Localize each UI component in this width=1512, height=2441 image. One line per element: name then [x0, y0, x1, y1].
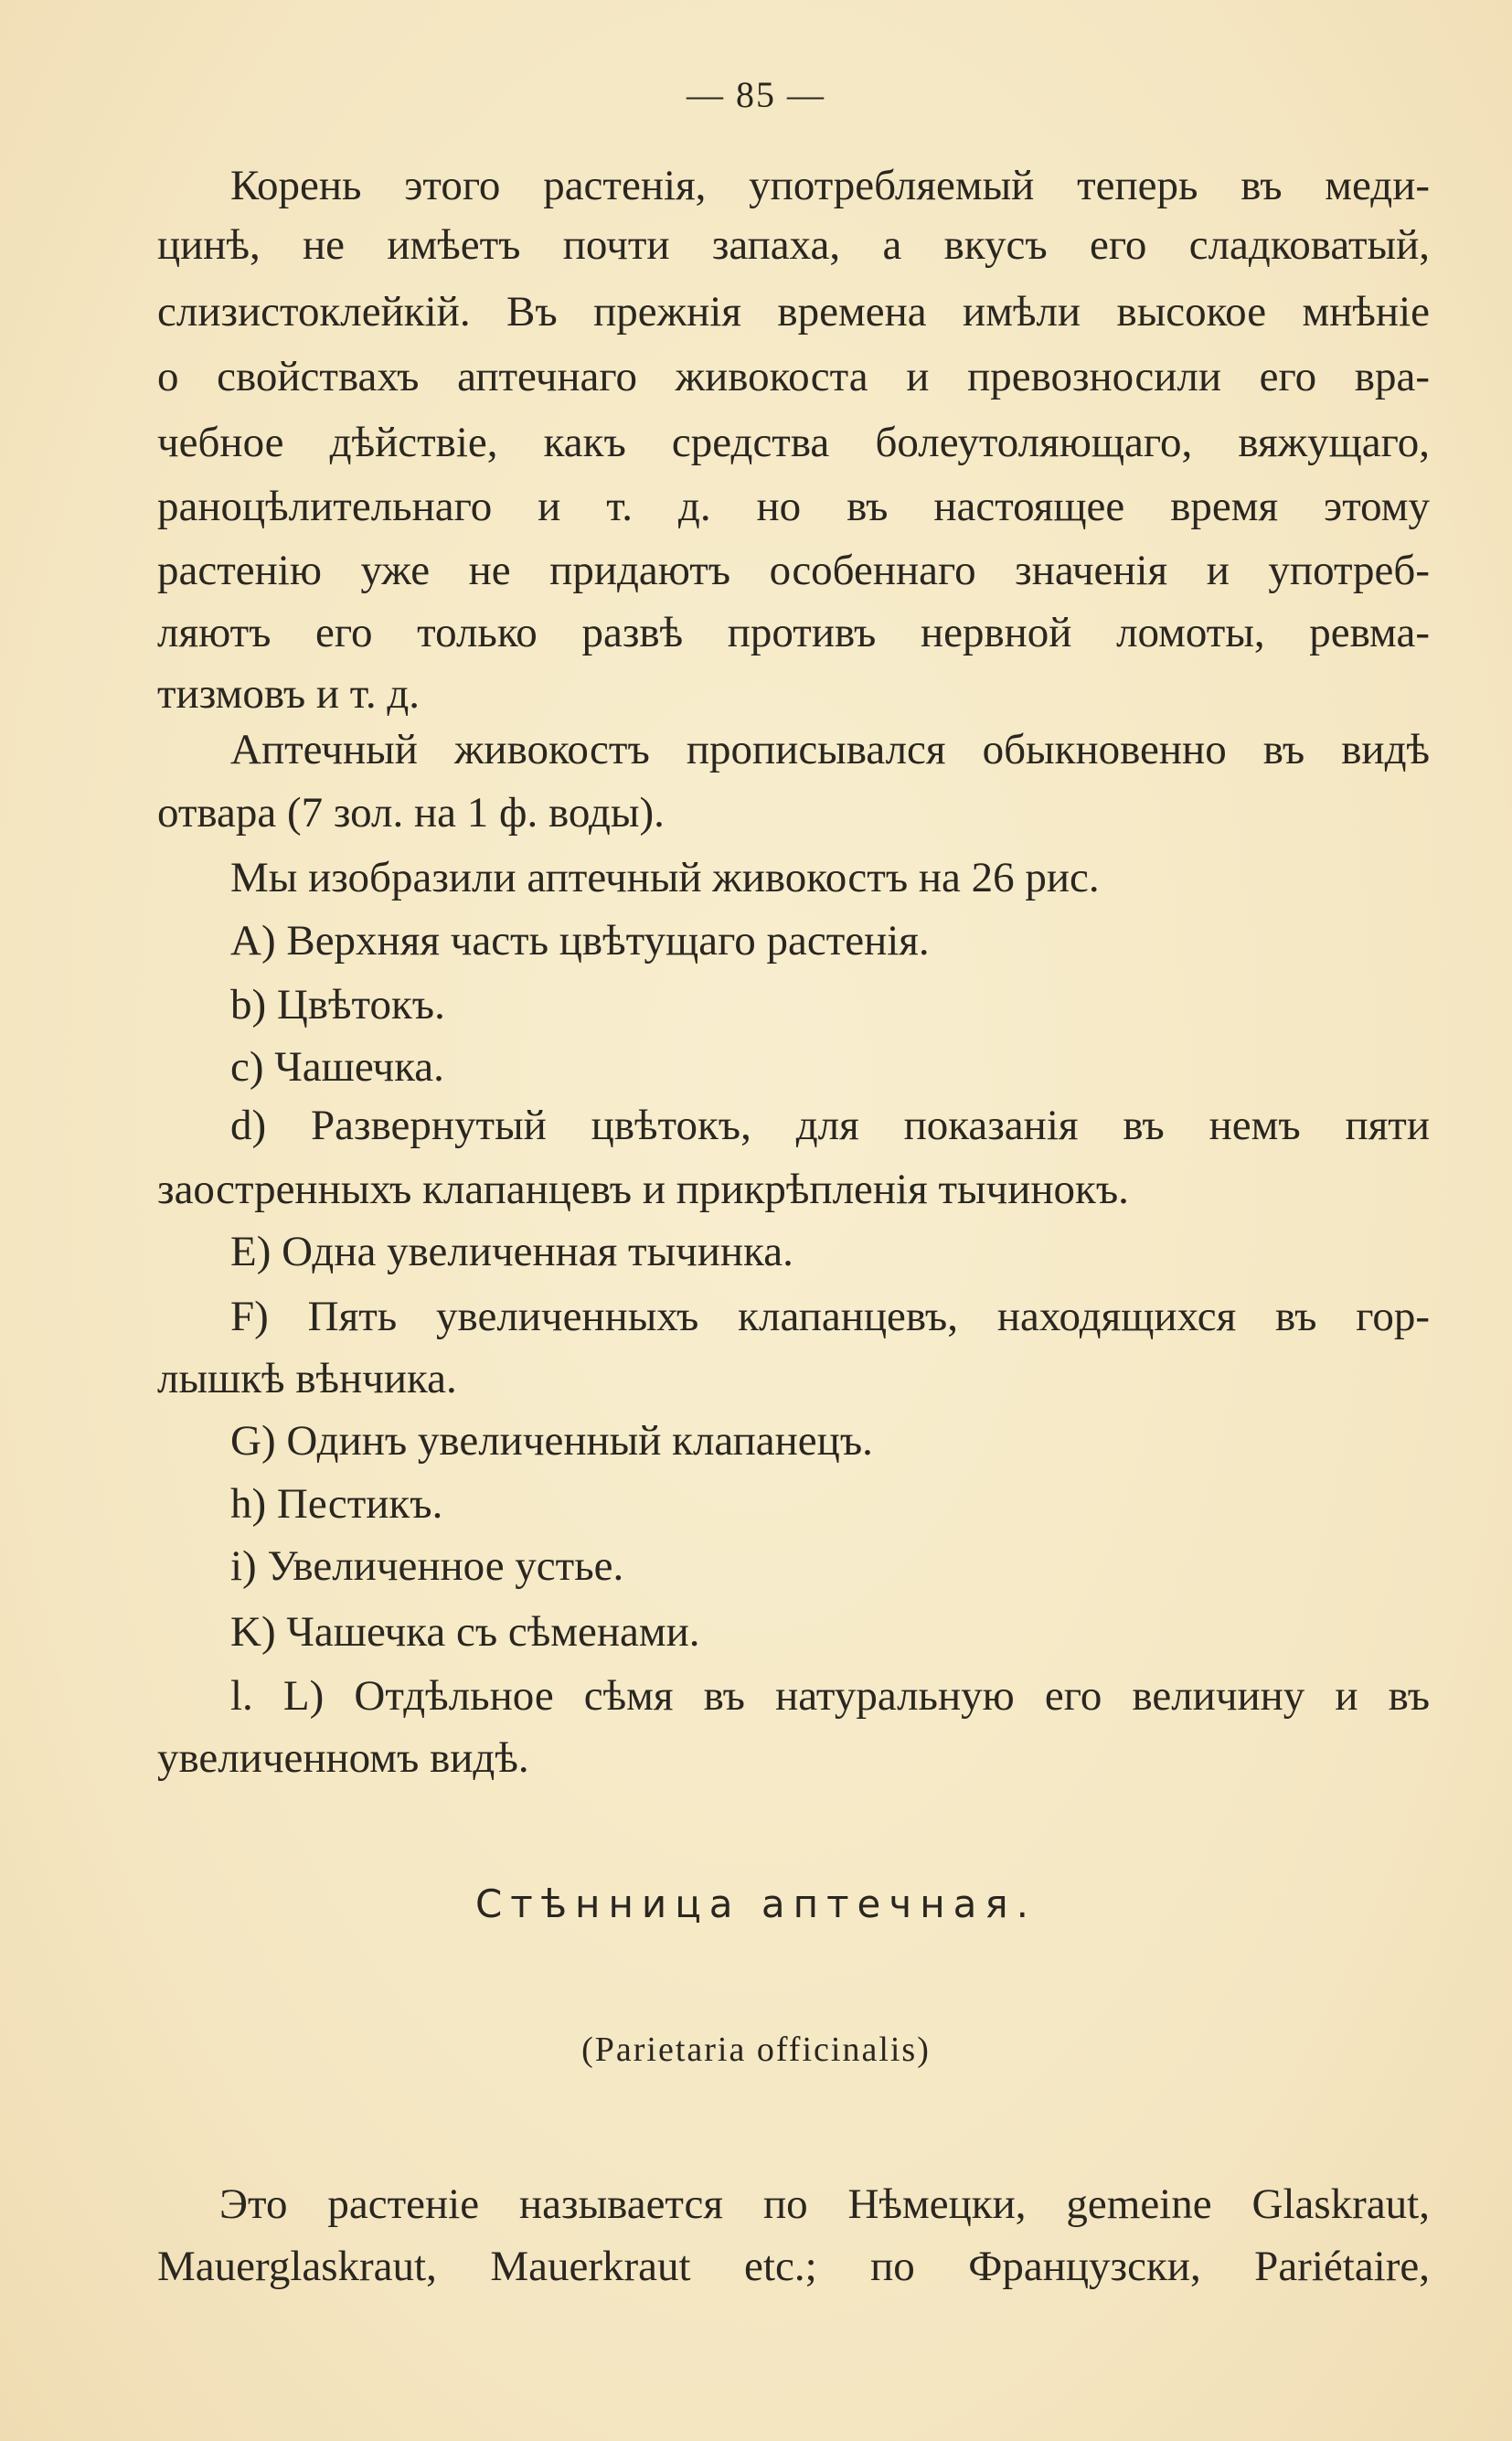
- text-line: ляютъ его только развѣ противъ нервной ломоты, ревма-: [157, 609, 1430, 656]
- text-line: слизистоклейкій. Въ прежнія времена имѣли высокое мнѣніе: [157, 288, 1430, 336]
- text-line: раноцѣлительнаго и т. д. но въ настоящее время этому: [157, 483, 1430, 530]
- text-line: G) Одинъ увеличенный клапанецъ.: [230, 1417, 873, 1465]
- text-line: b) Цвѣтокъ.: [230, 981, 445, 1029]
- text-line: Мы изобразили аптечный живокостъ на 26 рис.: [230, 854, 1100, 901]
- text-line: Это растеніе называется по Нѣмецки, gemeine Glaskraut,: [219, 2180, 1430, 2228]
- text-line: увеличенномъ видѣ.: [157, 1734, 529, 1782]
- text-line: лышкѣ вѣнчика.: [157, 1355, 457, 1402]
- text-line: d) Развернутый цвѣтокъ, для показанія въ немъ пяти: [230, 1102, 1430, 1149]
- text-line: заостренныхъ клапанцевъ и прикрѣпленія тычинокъ.: [157, 1166, 1129, 1213]
- text-line: E) Одна увеличенная тычинка.: [230, 1228, 793, 1275]
- page-number: — 85 —: [687, 74, 825, 115]
- text-line: чебное дѣйствіе, какъ средства болеутоляющаго, вяжущаго,: [157, 419, 1430, 466]
- text-line: Аптечный живокостъ прописывался обыкновенно въ видѣ: [230, 726, 1430, 773]
- text-line: о свойствахъ аптечнаго живокоста и превозносили его вра-: [157, 353, 1430, 400]
- text-line: растенію уже не придаютъ особеннаго значенія и употреб-: [157, 547, 1430, 594]
- text-line: Mauerglaskraut, Mauerkraut etc.; по Французски, Pariétaire,: [157, 2243, 1430, 2290]
- text-line: отвара (7 зол. на 1 ф. воды).: [157, 789, 665, 837]
- text-line: h) Пестикъ.: [230, 1480, 443, 1528]
- text-line: i) Увеличенное устье.: [230, 1542, 624, 1590]
- section-heading: Стѣнница аптечная.: [474, 1881, 1038, 1926]
- text-line: l. L) Отдѣльное сѣмя въ натуральную его величину и въ: [230, 1672, 1430, 1720]
- latin-name: (Parietaria officinalis): [581, 2031, 931, 2069]
- text-line: K) Чашечка съ сѣменами.: [230, 1608, 700, 1656]
- text-line: тизмовъ и т. д.: [157, 670, 420, 718]
- text-line: цинѣ, не имѣетъ почти запаха, а вкусъ его сладковатый,: [157, 221, 1430, 269]
- text-line: А) Верхняя часть цвѣтущаго растенія.: [230, 917, 930, 965]
- text-line: c) Чашечка.: [230, 1043, 444, 1091]
- text-line: F) Пять увеличенныхъ клапанцевъ, находящихся въ гор-: [230, 1293, 1430, 1340]
- text-line: Корень этого растенія, употребляемый теперь въ меди-: [230, 162, 1430, 209]
